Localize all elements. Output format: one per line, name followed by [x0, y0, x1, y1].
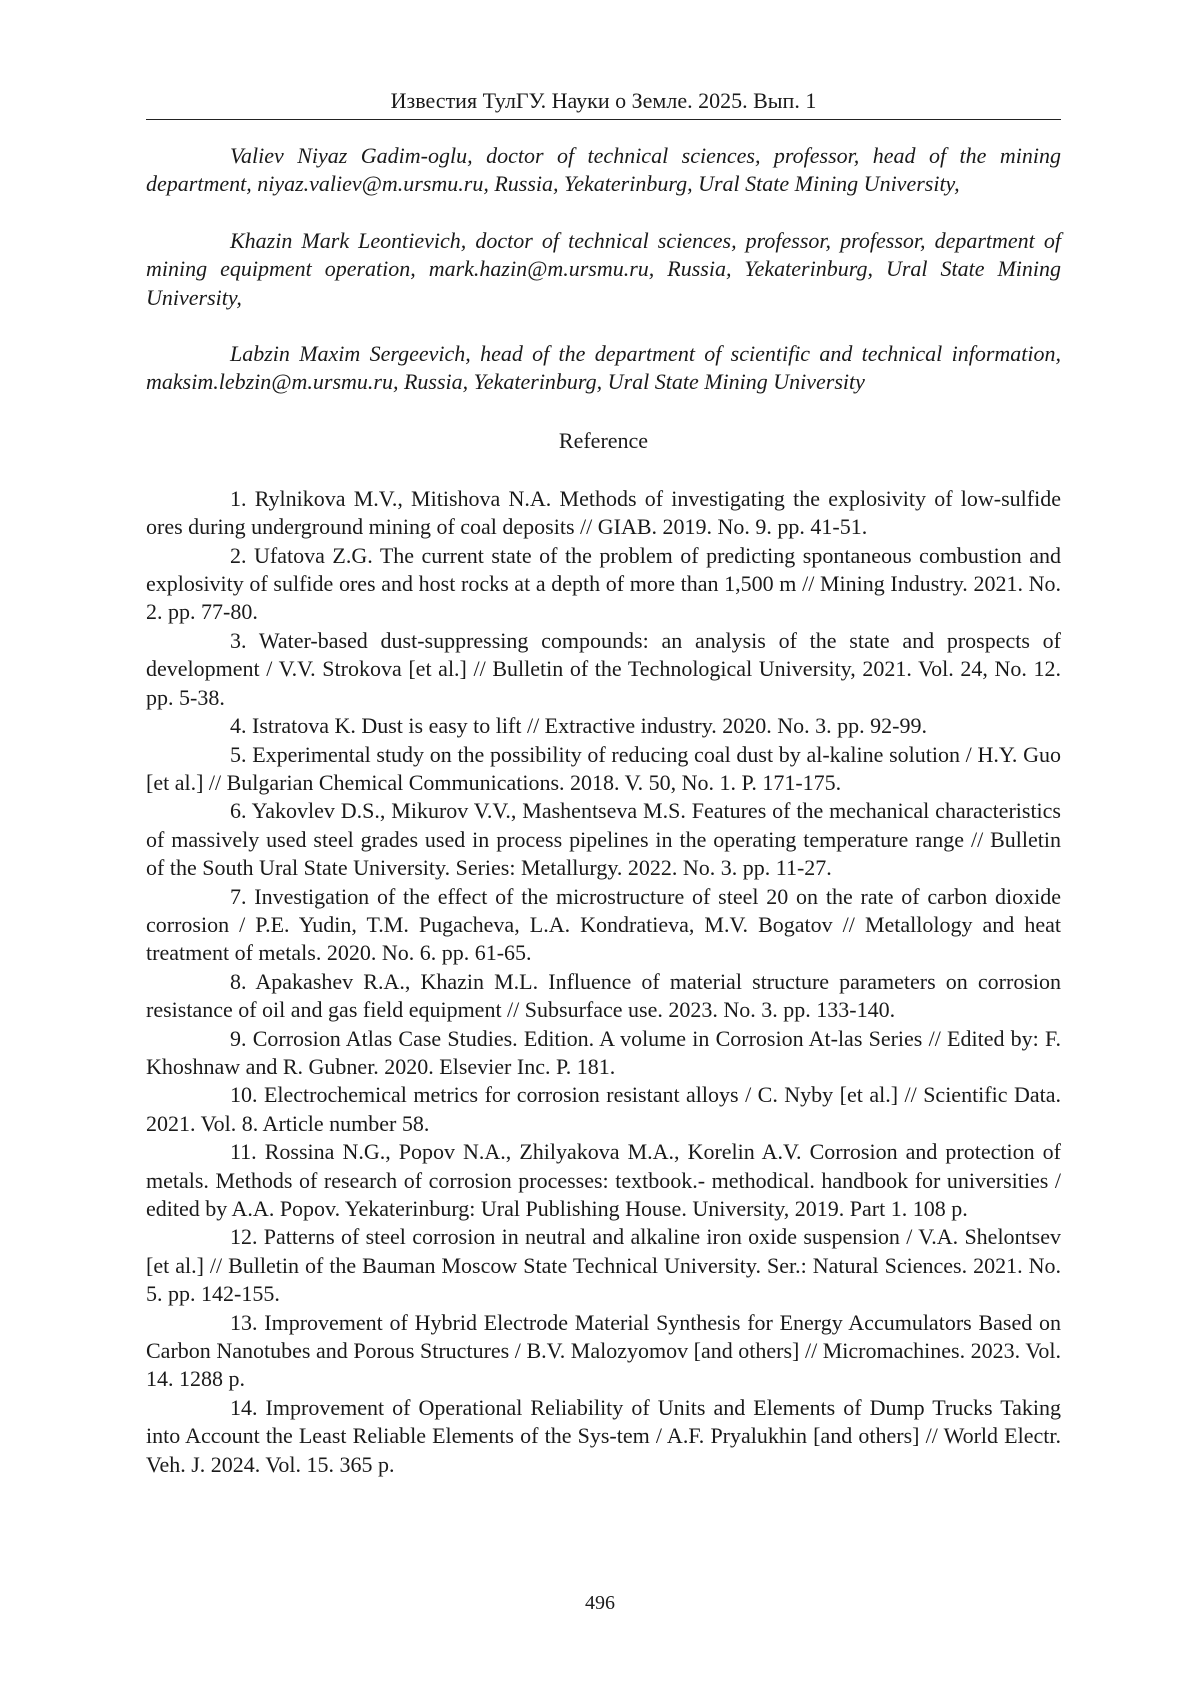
header-divider: [146, 119, 1061, 120]
reference-item: 3. Water-based dust-suppressing compounds: an analysis of the state and prospects of development / V.V. Strokova [et al.] // Bulletin of the Technological University, 2021. Vol. 24, No. 12. pp. 5-38.: [146, 627, 1061, 710]
reference-item: 14. Improvement of Operational Reliability of Units and Elements of Dump Trucks Taking into Account the Least Reliable Elements of the Sys-tem / A.F. Pryalukhin [and others] // World Electr. Veh. J. 2024. Vol. 15. 365 p.: [146, 1394, 1061, 1477]
author-info: Khazin Mark Leontievich, doctor of technical sciences, professor, professor, department of mining equipment operation, mark.hazin@m.ursmu.ru, Russia, Yekaterinburg, Ural State Mining University,: [146, 227, 1061, 310]
page-number: 496: [585, 1592, 615, 1614]
reference-item: 12. Patterns of steel corrosion in neutral and alkaline iron oxide suspension / V.A. Shelontsev [et al.] // Bulletin of the Bauman Moscow State Technical University. Ser.: Natural Sciences. 2021. No. 5. pp. 142-155.: [146, 1224, 1061, 1307]
references-heading: Reference: [558, 427, 649, 453]
author-info: Valiev Niyaz Gadim-oglu, doctor of technical sciences, professor, head of the mining department, niyaz.valiev@m.ursmu.ru, Russia, Yekaterinburg, Ural State Mining University,: [146, 143, 1061, 197]
reference-item: 7. Investigation of the effect of the microstructure of steel 20 on the rate of carbon dioxide corrosion / P.E. Yudin, T.M. Pugacheva, L.A. Kondratieva, M.V. Bogatov // Metallology and heat treatment of metals. 2020. No. 6. pp. 61-65.: [146, 883, 1061, 966]
reference-list: [146, 485, 1061, 1479]
reference-item: 1. Rylnikova M.V., Mitishova N.A. Methods of investigating the explosivity of low-sulfide ores during underground mining of coal deposits // GIAB. 2019. No. 9. pp. 41-51.: [146, 485, 1061, 540]
reference-item: 4. Istratova K. Dust is easy to lift // Extractive industry. 2020. No. 3. pp. 92-99.: [230, 713, 927, 739]
author-info: Labzin Maxim Sergeevich, head of the department of scientific and technical information, maksim.lebzin@m.ursmu.ru, Russia, Yekaterinburg, Ural State Mining University: [146, 341, 1061, 395]
reference-item: 11. Rossina N.G., Popov N.A., Zhilyakova M.A., Korelin A.V. Corrosion and protection of metals. Methods of research of corrosion processes: textbook.- methodical. handbook for universities / edited by A.A. Popov. Yekaterinburg: Ural Publishing House. University, 2019. Part 1. 108 p.: [146, 1139, 1061, 1221]
reference-item: 9. Corrosion Atlas Case Studies. Edition. A volume in Corrosion At-las Series // Edited by: F. Khoshnaw and R. Gubner. 2020. Elsevier Inc. P. 181.: [146, 1025, 1061, 1079]
reference-item: 10. Electrochemical metrics for corrosion resistant alloys / C. Nyby [et al.] // Scientific Data. 2021. Vol. 8. Article number 58.: [146, 1082, 1061, 1136]
page-content: [146, 142, 1061, 1479]
reference-item: 5. Experimental study on the possibility of reducing coal dust by al-kaline solution / H.Y. Guo [et al.] // Bulgarian Chemical Communications. 2018. V. 50, No. 1. P. 171-175.: [146, 741, 1061, 795]
reference-item: 6. Yakovlev D.S., Mikurov V.V., Mashentseva M.S. Features of the mechanical characteristics of massively used steel grades used in process pipelines in the operating temperature range // Bulletin of the South Ural State University. Series: Metallurgy. 2022. No. 3. pp. 11-27.: [146, 798, 1061, 881]
running-header: Известия ТулГУ. Науки о Земле. 2025. Вып. 1: [390, 88, 817, 113]
reference-item: 2. Ufatova Z.G. The current state of the problem of predicting spontaneous combustion and explosivity of sulfide ores and host rocks at a depth of more than 1,500 m // Mining Industry. 2021. No. 2. pp. 77-80.: [146, 542, 1061, 625]
reference-item: 8. Apakashev R.A., Khazin M.L. Influence of material structure parameters on corrosion resistance of oil and gas field equipment // Subsurface use. 2023. No. 3. pp. 133-140.: [146, 968, 1061, 1023]
reference-item: 13. Improvement of Hybrid Electrode Material Synthesis for Energy Accumulators Based on Carbon Nanotubes and Porous Structures / B.V. Malozyomov [and others] // Micromachines. 2023. Vol. 14. 1288 p.: [146, 1309, 1061, 1392]
